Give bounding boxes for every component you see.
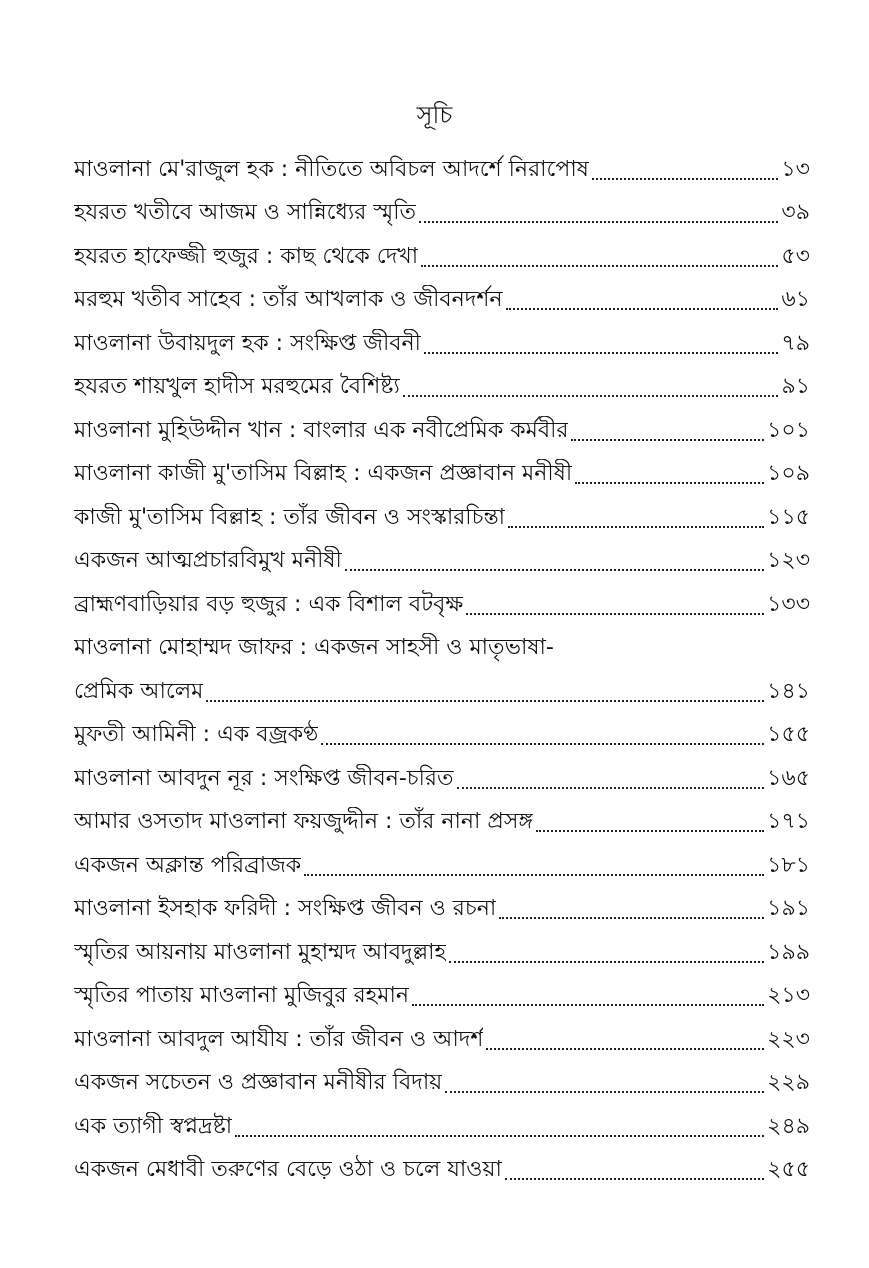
entry-page-number: ২১৩ — [767, 983, 810, 1009]
entry-title: মুফতী আমিনী : এক বজ্রকণ্ঠ — [74, 722, 319, 748]
entry-page-number: ১৩৩ — [767, 591, 810, 617]
entry-title: একজন মেধাবী তরুণের বেড়ে ওঠা ও চলে যাওয়া — [74, 1157, 502, 1183]
toc-entry — [74, 583, 810, 627]
entry-title: মাওলানা মোহাম্মদ জাফর : একজন সাহসী ও মাতৃভাষা- — [74, 635, 554, 661]
toc-entry — [74, 279, 810, 323]
entry-page-number: ১৭১ — [767, 809, 810, 835]
toc-entry — [74, 801, 810, 845]
toc-entry — [74, 1149, 810, 1193]
toc-entry — [74, 757, 810, 801]
dot-leader — [304, 874, 764, 876]
entry-title: একজন সচেতন ও প্রজ্ঞাবান মনীষীর বিদায় — [74, 1070, 443, 1096]
toc-entry — [74, 1062, 810, 1106]
dot-leader — [499, 917, 764, 919]
entry-title: কাজী মু'তাসিম বিল্লাহ : তাঁর জীবন ও সংস্কারচিন্তা — [74, 504, 506, 530]
entry-page-number: ৬১ — [781, 287, 810, 313]
toc-entry — [74, 931, 810, 975]
dot-leader — [508, 526, 764, 528]
entry-page-number: ১১৫ — [767, 504, 810, 530]
dot-leader — [445, 1091, 764, 1093]
dot-leader — [449, 961, 764, 963]
entry-page-number: ১৬৫ — [767, 765, 810, 791]
entry-title-line — [74, 627, 810, 671]
toc-entry — [74, 496, 810, 540]
dot-leader — [505, 1178, 764, 1180]
entry-title: আমার ওসতাদ মাওলানা ফয়জুদ্দীন : তাঁর নানা প্রসঙ্গ — [74, 809, 533, 835]
dot-leader — [345, 569, 764, 571]
entry-page-number: ২২৩ — [767, 1026, 810, 1052]
dot-leader — [575, 482, 764, 484]
entry-title: স্মৃতির আয়নায় মাওলানা মুহাম্মদ আবদুল্লাহ — [74, 939, 447, 965]
toc-list — [74, 148, 810, 1192]
entry-page-number: ৯১ — [781, 374, 810, 400]
entry-title: হযরত খতীবে আজম ও সান্নিধ্যের স্মৃতি — [74, 200, 417, 226]
entry-page-number: ১০১ — [767, 417, 810, 443]
dot-leader — [412, 1004, 764, 1006]
dot-leader — [486, 1048, 764, 1050]
dot-leader — [506, 308, 779, 310]
entry-page-number: ২২৯ — [767, 1070, 810, 1096]
page-title: সূচি — [416, 101, 453, 129]
entry-page-number: ১৯৯ — [767, 939, 810, 965]
entry-page-number: ১৮১ — [767, 852, 810, 878]
toc-entry — [74, 148, 810, 192]
entry-title: মাওলানা ইসহাক ফরিদী : সংক্ষিপ্ত জীবন ও রচনা — [74, 896, 497, 922]
entry-title: এক ত্যাগী স্বপ্নদ্রষ্টা — [74, 1113, 233, 1139]
toc-entry — [74, 888, 810, 932]
entry-page-number: ২৫৫ — [767, 1157, 810, 1183]
entry-page-number: ৩৯ — [781, 200, 810, 226]
entry-title: মরহুম খতীব সাহেব : তাঁর আখলাক ও জীবনদর্শন — [74, 287, 503, 313]
toc-entry — [74, 409, 810, 453]
entry-title: ব্রাহ্মণবাড়িয়ার বড় হুজুর : এক বিশাল বটবৃক্ষ — [74, 591, 464, 617]
dot-leader — [235, 1135, 764, 1137]
toc-entry — [74, 714, 810, 758]
toc-entry — [74, 844, 810, 888]
entry-page-number: ১৪১ — [767, 678, 810, 704]
entry-page-number: ৫৩ — [781, 243, 810, 269]
entry-title: মাওলানা আবদুল আযীয : তাঁর জীবন ও আদর্শ — [74, 1026, 484, 1052]
toc-entry — [74, 366, 810, 410]
toc-entry — [74, 1018, 810, 1062]
entry-title: মাওলানা উবায়দুল হক : সংক্ষিপ্ত জীবনী — [74, 330, 421, 356]
dot-leader — [424, 352, 778, 354]
toc-entry — [74, 322, 810, 366]
entry-title: মাওলানা কাজী মু'তাসিম বিল্লাহ : একজন প্রজ্ঞাবান মনীষী — [74, 461, 573, 487]
entry-page-number: ১৩ — [781, 156, 810, 182]
toc-entry — [74, 540, 810, 584]
dot-leader — [466, 613, 764, 615]
toc-entry — [74, 975, 810, 1019]
dot-leader — [571, 439, 764, 441]
entry-page-number: ৭৯ — [781, 330, 810, 356]
dot-leader — [457, 787, 765, 789]
dot-leader — [321, 743, 764, 745]
entry-title: একজন আত্মপ্রচারবিমুখ মনীষী — [74, 548, 342, 574]
toc-entry — [74, 1105, 810, 1149]
dot-leader — [403, 395, 779, 397]
toc-entry — [74, 627, 810, 714]
toc-entry — [74, 235, 810, 279]
entry-page-number: ১৫৫ — [767, 722, 810, 748]
toc-entry — [74, 192, 810, 236]
entry-title: একজন অক্লান্ত পরিব্রাজক — [74, 852, 302, 878]
entry-page-number: ১০৯ — [767, 461, 810, 487]
entry-page-number: ১২৩ — [767, 548, 810, 574]
entry-title: স্মৃতির পাতায় মাওলানা মুজিবুর রহমান — [74, 983, 409, 1009]
dot-leader — [536, 830, 764, 832]
entry-title: হযরত হাফেজ্জী হুজুর : কাছ থেকে দেখা — [74, 243, 419, 269]
entry-title: মাওলানা মে'রাজুল হক : নীতিতে অবিচল আদর্শে নিরাপোষ — [74, 156, 589, 182]
toc-entry — [74, 453, 810, 497]
dot-leader — [592, 178, 779, 180]
entry-title-continued: প্রেমিক আলেম — [74, 678, 204, 704]
entry-title: মাওলানা মুহিউদ্দীন খান : বাংলার এক নবীপ্রেমিক কর্মবীর — [74, 417, 569, 443]
entry-title: মাওলানা আবদুন নূর : সংক্ষিপ্ত জীবন-চরিত — [74, 765, 454, 791]
dot-leader — [206, 700, 764, 702]
entry-title-line — [74, 670, 810, 714]
entry-page-number: ২৪৯ — [767, 1113, 810, 1139]
dot-leader — [419, 221, 778, 223]
dot-leader — [421, 265, 778, 267]
entry-page-number: ১৯১ — [767, 896, 810, 922]
entry-title: হযরত শায়খুল হাদীস মরহুমের বৈশিষ্ট্য — [74, 374, 400, 400]
